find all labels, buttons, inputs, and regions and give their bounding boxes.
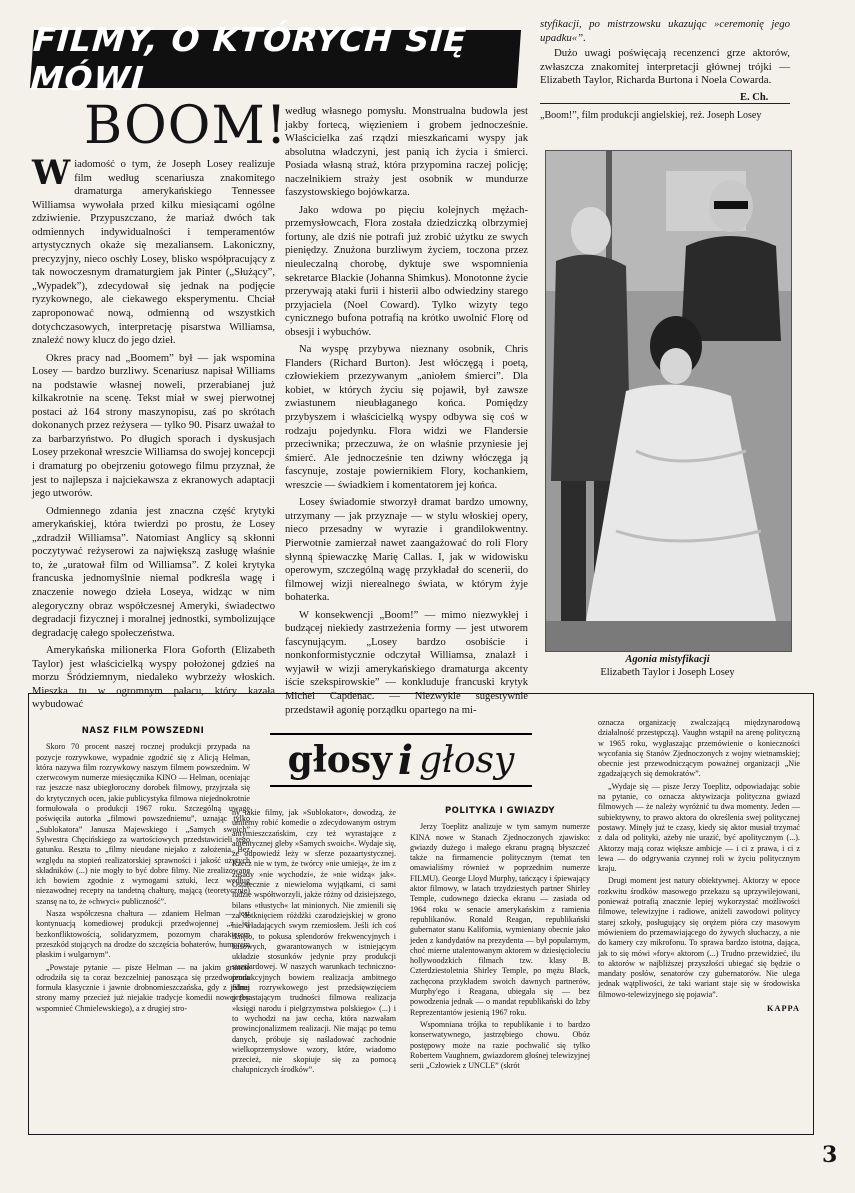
photo-caption — [545, 653, 790, 679]
paragraph: oznacza organizację zwalczającą międzynarodową działalność przestępczą). Vaughn wstąpił na arenę polityczną w 1965 roku, wygłaszając przemówienie o konieczności wycofania się Stanów Zjednoczonych z wojny wietnamskiej; obecnie jest przewodniczącym poważnej organizacji „Nie zgadzających się demokratów”. — [598, 718, 800, 779]
paragraph: Skoro 70 procent naszej rocznej produkcji przypada na pozycje rozrywkowe, wypadnie zgodzić się z Alicją Helman, która nazywa film rozrywkowy naszym filmem powszednim. W czerwcowym numerze miesięcznika KINO — Helman, oceniając raz jeszcze nasz ubiegłoroczny dorobek filmowy, przyjrzała się do krytycznych ocen, jakie publicystyka filmowa niejednokrotnie formułowała o produkcji 1967 roku. Szczególną uwagę poświęciła autorka „filmowi powszedniemu”, uznając tylko „Sublokatora” Janusza Majewskiego i „Samych swoich” Sylwestra Chęcińskiego za wartościowych przedstawicieli tego gatunku. Reszta to „filmy nieudane niejako z założenia. Bez względu na stopień realizatorskiej sprawności i jakość użytych składników (...) nie mogły to być dobre filmy. Nie zrealizowane ich bowiem zgodnie z wymogami sztuki, lecz według niezawodnej recepty na tandetną chałturę, mającą (teoretycznie) szansę na to, że »chwyci« publiczność”. — [36, 742, 250, 906]
glosy-word-3: głosy — [419, 739, 515, 781]
section-heading: NASZ FILM POWSZEDNI — [81, 726, 205, 736]
paragraph: Dużo uwagi poświęcają recenzenci grze aktorów, zwłaszcza znakomitej interpretacji głównej trójki — Elizabeth Taylor, Richarda Burtona i Noela Cowarda. — [540, 47, 790, 86]
paragraph: według własnego pomysłu. Monstrualna budowla jest jakby fortecą, więzieniem i grobem jednocześnie. Właścicielka zaś rządzi mieszkańcami wyspy jak absolutna władczyni, jest panią ich życia i śmierci. Posiada własną straż, która przypomina raczej policję; naczelnikiem straży jest osobnik w mundurze faszystowskiego bojówkarza. — [285, 106, 528, 199]
photo-credit: „Boom!”, film produkcji angielskiej, reż. Joseph Losey — [540, 110, 762, 121]
paragraph: Losey świadomie stworzył dramat bardzo umowny, utrzymany — jak przyznaje — w stylu włoskiej opery, nieco przesadny w wyrazie i grandilokwentny. Pierwotnie zamierzał nawet zaangażować do roli Flory słynną śpiewaczkę Marię Callas. I, jak w widowisku operowym, szczególną wagę przykładał do scenerii, do filmowej wizji nierealnego świata, w którym żyje bohaterka. — [285, 497, 528, 604]
section-banner: FILMY, O KTÓRYCH SIĘ MÓWI — [30, 30, 521, 88]
glosy-word-2: i — [397, 736, 414, 784]
paragraph: Wiadomość o tym, że Joseph Losey realizuje film według scenariusza znakomitego dramaturga amerykańskiego Tennessee Williamsa wywołała przed kilku miesiącami ogólne zdziwienie. Przypuszczano, że mariaż dwóch tak odmiennych indywidualności i temperamentów artystycznych okaże się mezaliansem. Lakoniczny, precyzyjny, nieco oschły Losey, blisko współpracujący z tak nowoczesnym dramaturgiem jak Pinter („Służący”, „Wypadek”), zdecydował się jednak na podjęcie ryzykownego, ale ciekawego eksperymentu. Chciał zaproponować nową, odmienną od wszystkich dotychczasowych, interpretację pisarstwa Williamsa, znaleźć nowy klucz do jego dzieł. — [32, 153, 275, 347]
paragraph: Odmiennego zdania jest znaczna część krytyki amerykańskiej, która twierdzi po prostu, że Losey „zdradził Williamsa”. Natomiast Anglicy są skłonni poczytywać reżyserowi za największą zasługę właśnie to, że „uratował film od Williamsa”. Z kolei krytyka francuska jednomyślnie niemal podkreśla wagę i znaczenie nowego dzieła Loseya, widząc w nim alegoryczny obraz współczesnej Ameryki, świadectwo degradacji fizycznej i moralnej jednostki, symbolizujące degradację całego społeczeństwa. — [32, 505, 275, 639]
bottom-column-2 — [232, 808, 396, 1126]
author-initials: E. Ch. — [740, 92, 769, 103]
section-heading: POLITYKA I GWIAZDY — [444, 806, 556, 816]
paragraph: Na wyspę przybywa nieznany osobnik, Chris Flanders (Richard Burton). Jest włóczęgą i poetą, człowiekiem przezywanym „aniołem śmierci”. Dla kobiet, w których życiu się pojawił, był zawsze zwiastunem nieubłaganego końca. Pomiędzy przybyszem i właścicielką wyspy odbywa się coś w rodzaju pojedynku. Flora widzi we Flandersie przeciwnika; przeczuwa, że on właśnie przyniesie jej śmierć. Ale jednocześnie ten dziwny włóczęga ją fascynuje, zostaje powiernikiem Flory, kochankiem, wreszcie — świadkiem i komentatorem jej końca. — [285, 344, 528, 491]
paragraph: styfikacji, po mistrzowsku ukazując »ceremonię jego upadku«”. — [540, 18, 790, 44]
photo-illustration — [546, 151, 791, 651]
paragraph: W konsekwencji „Boom!” — mimo niezwykłej i budzącej niekiedy zastrzeżenia formy — jest utworem fascynującym. „Losey bardzo osobiście i nonkonformistycznie odczytał Williamsa, znalazł i wyjawił w wizji amerykańskiego dramaturga akcenty iście szekspirowskie” — konkluduje francuski krytyk Michel Capdenac. — Niezwykle sugestywnie przedstawił agonię porządku opartego na mi- — [285, 609, 528, 716]
bottom-column-3 — [410, 806, 590, 1126]
paragraph: ny takie filmy, jak »Sublokator«, dowodzą, że umiemy robić komedie o zdecydowanym ostrym antymieszczańskim, czy też wyrastające z autentycznej gleby »Samych swoich«. Wydaje się, że odpowiedź leży w sferze pozaartystycznej. Rzecz nie w tym, że twórcy »nie umieją«, że im z zasady »nie wychodzi«, że »nie widzą« jak«. Ostatecznie z niewieloma wyjątkami, ci sami ludzie współtworzyli, jakże różny od dzisiejszego, bilans »tłustych« lat minionych. Nie zmienili się za dotknięciem różdżki czarodziejskiej w grono nie władających swym rzemiosłem. Jeśli ich coś tknęło, to pokusa splendorów frekwencyjnych i kasowych, gwarantowanych w istniejącym układzie stosunków jedynie przy produkcji standardowej. W naszych warunkach techniczno-produkcyjnych bowiem realizacja ambitnego filmu rozrywkowego jest przedsięwzięciem przerastającym trudności filmowa realizacja »księgi narodu i pielgrzymstwa polskiego« (...) i to wychodzi na jaw cecha, która nazwałam prowincjonalizmem realizacji. Nie mając po temu danych, próbuje się naśladować zachodnie wielkoprzemysłowe wzory, które, wiadomo przecież, nie skopiuje się za pomocą chałupniczych środków”. — [232, 808, 396, 1075]
page-number: 3 — [822, 1142, 838, 1168]
article-column-2 — [285, 105, 528, 716]
paragraph: Jerzy Toeplitz analizuje w tym samym numerze KINA nowe w Stanach Zjednoczonych zjawisko: gwiazdy dużego i małego ekranu pragną błyszczeć także na firmamencie politycznym (temat ten omawialiśmy również w poprzednim numerze FILMU). George Lloyd Murphy, tańczący i śpiewający aktor filmowy, w latach trzydziestych partner Shirley Temple, cudownego dziecka ekranu — zasiada od 1964 roku w senacie amerykańskim z ramienia republikanów. Ronald Reagan, republikański gubernator stanu Kalifornia, wymieniany obecnie jako jeden z kandydatów na prezydenta — był popularnym, choć mierne utalentowanym aktorem w dziesięcioleciu hollywoodzkich filmach tzw. klasy B. Czterdziestoletnia Shirley Temple, po mężu Black, zachęcona przykładem swoich dawnych partnerów, Murphy'ego i Reagana, ubiegała się — bez powodzenia jednak — o mandat republikański do Izby Reprezentantów jesienią 1967 roku. — [410, 822, 590, 1017]
paragraph: „Powstaje pytanie — pisze Helman — na jakim gruncie odrodziła się ta coraz bezczelniej panosząca się przedwojenna formuła klasycznie i jawnie drobnomieszczańska, gdy z jednej strony mamy przecież już niejakie tradycje komedii nowej (by wspomnieć Chmielewskiego), a z drugiej stro- — [36, 962, 250, 1013]
article-title: BOOM! — [84, 96, 288, 156]
article-column-3 — [540, 18, 790, 90]
paragraph: Drugi moment jest natury obiektywnej. Aktorzy w epoce rozkwitu środków masowego przekazu są uprzywilejowani, ponieważ potrafią znacznie lepiej wykorzystać możliwości filmowe, telewizyjne i radiowe, aniżeli zawodowi politycy starej szkoły, posługujący się orężem pióra czy masowym mówieniem do przemawiającego do żywych słuchaczy, a nie do kamery czy mikrofonu. To sprawa bardzo istotna, dająca, jak to się mówi »fory« aktorom (...) Trudno przewidzieć, ilu to aktorów w najbliższej przyszłości ubiegać się będzie o mandaty posłów, senatorów czy gubernatorów. Nie ulega jednak wątpliwości, że taki wariant staje się w środowiska filmowo-telewizyjnego się pojawia”. — [598, 876, 800, 999]
paragraph: Jako wdowa po pięciu kolejnych mężach-przemysłowcach, Flora została dziedziczką olbrzymiej fortuny, ale dziś nie potrafi już zrobić użytku ze swych pieniędzy. Znużona burzliwym życiem, toczona przez nieuleczalną chorobę, dyktuje swe wspomnienia sekretarce Blackie (Johanna Shimkus). Monotonne życie przerywają ataki furii i histerii albo odwiedziny starego przyjaciela (Noel Coward). Tylko wizyty tego cynicznego bufona potrafią na krótko uwolnić Florę od obsesji i wybuchów. — [285, 204, 528, 338]
glosy-header — [270, 733, 532, 787]
caption-title: Agonia mistyfikacji — [625, 654, 710, 665]
bottom-column-1 — [36, 726, 250, 1126]
caption-names: Elizabeth Taylor i Joseph Losey — [600, 667, 735, 678]
paragraph: Wspomniana trójka to republikanie i to bardzo konserwatywnego, jastrzębiego chowu. Obóz postępowy może na razie pochwalić się tylko Robertem Vaughnem, gwiazdorem głośnej telewizyjnej serii „Człowiek z UNCLE” (skrót — [410, 1019, 590, 1071]
film-still-photo — [545, 150, 792, 652]
signature: KAPPA — [767, 1004, 800, 1014]
divider — [540, 103, 790, 104]
paragraph: „Wydaje się — pisze Jerzy Toeplitz, odpowiadając sobie na pytanie, co oznacza aktywizacja polityczna gwiazd filmowych — że należy wyróżnić tu dwa momenty. Jeden — subiektywny, to prawo aktora do określenia swej politycznej postawy. Minęły już te czasy, kiedy się aktor musiał trzymać z dala od polityki, ażeby nie urazić, być apolitycznym (...). Aktorzy mają coraz większe ambicje — i ci z prawa, i ci z lewa — do odgrywania czynnej roli w życiu politycznym kraju. — [598, 781, 800, 874]
article-column-1 — [32, 153, 275, 711]
paragraph: Nasza współczesna chałtura — zdaniem Helman — jest kontynuacją komediowej produkcji przedwojennej „z jej bezkonfliktowością, solidaryzmem, pozornym charakterem przeszkód stojących na drodze do szczęścia bohaterów, humorem płaskim i wulgarnym”. — [36, 909, 250, 960]
paragraph: Okres pracy nad „Boomem” był — jak wspomina Losey — bardzo burzliwy. Scenariusz napisał Williams na podstawie własnej noweli, przerabianej już kilkakrotnie na scenę. Tekst miał w swej pierwotnej postaci aż 164 strony maszynopisu, zaś po skrótach dokonanych przez reżysera — tylko 90. Pisarz uważał to za barbarzyństwo. Po długich sporach i dyskusjach Losey przekonał wreszcie Williamsa do swojej koncepcji i dramaturg po obejrzeniu gotowego filmu przyznał, że jest to najlepsza i najciekawsza z ekranowych adaptacji jego utworów. — [32, 352, 275, 500]
glosy-word-1: głosy — [287, 739, 392, 781]
bottom-column-4 — [598, 718, 800, 1128]
paragraph: Amerykańska milionerka Flora Goforth (Elizabeth Taylor) jest właścicielką wyspy położonej gdzieś na morzu Śródziemnym, niedaleko wybrzeży włoskich. Mieszka tu w ogromnym pałacu, który kazała wybudować — [32, 645, 275, 711]
